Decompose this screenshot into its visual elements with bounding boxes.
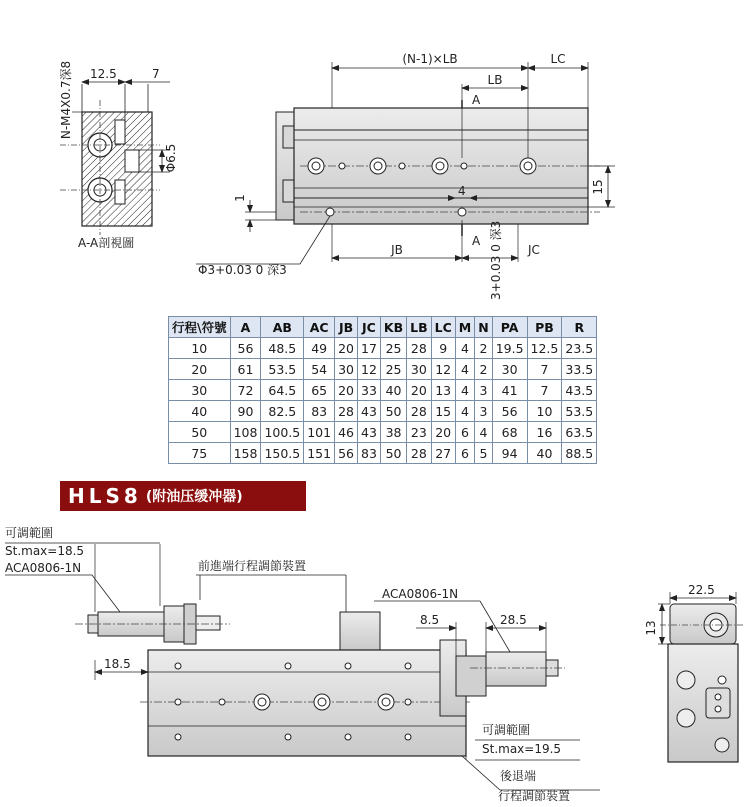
table-cell: 43.5 <box>562 380 597 401</box>
table-cell: 65 <box>304 380 335 401</box>
section-caption: A-A剖視圖 <box>78 236 135 250</box>
table-cell: 40 <box>380 380 406 401</box>
adj-range-left: 可調範圍 <box>5 526 54 540</box>
table-cell: 28 <box>407 338 432 359</box>
table-cell: 17 <box>358 338 381 359</box>
absorber-left-label: ACA0806-1N <box>5 561 82 575</box>
table-cell: 9 <box>431 338 455 359</box>
table-cell: 23.5 <box>562 338 597 359</box>
dim-jb: JB <box>391 243 403 257</box>
table-cell: 90 <box>230 401 261 422</box>
table-cell: 12 <box>358 359 381 380</box>
dim-4: 4 <box>458 184 466 198</box>
table-cell: 3 <box>475 380 492 401</box>
table-cell: 54 <box>304 359 335 380</box>
table-cell: 7 <box>527 359 562 380</box>
column-header: KB <box>380 317 406 338</box>
table-cell: 75 <box>169 443 231 464</box>
table-cell: 50 <box>380 401 406 422</box>
table-row <box>169 443 597 464</box>
table-cell: 83 <box>358 443 381 464</box>
table-cell: 30 <box>492 359 527 380</box>
table-cell: 40 <box>527 443 562 464</box>
table-row <box>169 338 597 359</box>
slide-table-top-view <box>196 62 615 264</box>
table-cell: 101 <box>304 422 335 443</box>
table-cell: 6 <box>455 422 474 443</box>
column-header: R <box>562 317 597 338</box>
column-header: JB <box>335 317 358 338</box>
thread-label: N-M4X0.7深8 <box>59 60 73 140</box>
table-cell: 2 <box>475 359 492 380</box>
table-cell: 63.5 <box>562 422 597 443</box>
hls8-end-view <box>658 592 745 762</box>
front-adjust-label: 前進端行程調節裝置 <box>198 559 307 573</box>
table-cell: 28 <box>407 443 432 464</box>
table-row <box>169 380 597 401</box>
table-cell: 150.5 <box>261 443 304 464</box>
table-cell: 48.5 <box>261 338 304 359</box>
slot-note: 3+0.03 0 深3 <box>489 220 503 300</box>
adj-range-right: 可調範圍 <box>482 723 531 737</box>
table-cell: 4 <box>475 422 492 443</box>
dim-1: 1 <box>233 194 247 202</box>
table-cell: 4 <box>455 359 474 380</box>
table-cell: 43 <box>358 401 381 422</box>
table-cell: 5 <box>475 443 492 464</box>
table-cell: 27 <box>431 443 455 464</box>
table-cell: 2 <box>475 338 492 359</box>
table-cell: 20 <box>335 380 358 401</box>
table-cell: 49 <box>304 338 335 359</box>
model-name: HLS8 <box>68 484 142 508</box>
absorber-right-label: ACA0806-1N <box>382 587 459 601</box>
table-cell: 12 <box>431 359 455 380</box>
pin-hole-note: Φ3+0.03 0 深3 <box>198 263 287 277</box>
table-cell: 10 <box>169 338 231 359</box>
table-cell: 4 <box>455 401 474 422</box>
table-cell: 20 <box>431 422 455 443</box>
table-cell: 4 <box>455 380 474 401</box>
rear-end-label: 後退端 <box>500 769 537 783</box>
table-cell: 20 <box>407 380 432 401</box>
table-cell: 3 <box>475 401 492 422</box>
table-cell: 10 <box>527 401 562 422</box>
table-cell: 4 <box>455 338 474 359</box>
table-cell: 53.5 <box>562 401 597 422</box>
table-cell: 28 <box>335 401 358 422</box>
table-cell: 13 <box>431 380 455 401</box>
table-cell: 43 <box>358 422 381 443</box>
column-header: N <box>475 317 492 338</box>
dim-15: 15 <box>591 179 605 195</box>
table-cell: 64.5 <box>261 380 304 401</box>
table-cell: 30 <box>169 380 231 401</box>
table-cell: 15 <box>431 401 455 422</box>
column-header: LB <box>407 317 432 338</box>
table-cell: 50 <box>380 443 406 464</box>
spec-table <box>168 316 597 464</box>
table-cell: 41 <box>492 380 527 401</box>
table-cell: 53.5 <box>261 359 304 380</box>
column-header: AB <box>261 317 304 338</box>
column-header: M <box>455 317 474 338</box>
table-cell: 20 <box>169 359 231 380</box>
table-row <box>169 401 597 422</box>
table-cell: 7 <box>527 380 562 401</box>
table-cell: 158 <box>230 443 261 464</box>
table-cell: 25 <box>380 338 406 359</box>
dim-18-5: 18.5 <box>104 657 131 671</box>
table-cell: 25 <box>380 359 406 380</box>
table-cell: 12.5 <box>527 338 562 359</box>
column-header: JC <box>358 317 381 338</box>
stroke-max-right: St.max=19.5 <box>482 742 562 756</box>
dim-phi6-5: Φ6.5 <box>164 143 178 173</box>
column-header: 行程\符號 <box>169 317 231 338</box>
table-cell: 16 <box>527 422 562 443</box>
section-a-top: A <box>472 93 481 107</box>
table-cell: 100.5 <box>261 422 304 443</box>
table-cell: 82.5 <box>261 401 304 422</box>
table-cell: 61 <box>230 359 261 380</box>
table-cell: 46 <box>335 422 358 443</box>
stroke-max-left: St.max=18.5 <box>5 544 85 558</box>
table-row <box>169 359 597 380</box>
table-cell: 94 <box>492 443 527 464</box>
column-header: LC <box>431 317 455 338</box>
dim-12-5: 12.5 <box>90 67 117 81</box>
rear-adjust-label: 行程調節裝置 <box>498 789 571 803</box>
table-cell: 28 <box>407 401 432 422</box>
table-cell: 19.5 <box>492 338 527 359</box>
table-cell: 33.5 <box>562 359 597 380</box>
dim-n1-lb: (N-1)×LB <box>402 52 458 66</box>
table-cell: 50 <box>169 422 231 443</box>
table-cell: 6 <box>455 443 474 464</box>
column-header: PA <box>492 317 527 338</box>
table-cell: 108 <box>230 422 261 443</box>
column-header: AC <box>304 317 335 338</box>
table-cell: 56 <box>230 338 261 359</box>
table-cell: 30 <box>335 359 358 380</box>
table-row <box>169 422 597 443</box>
table-cell: 83 <box>304 401 335 422</box>
model-banner <box>60 481 306 511</box>
dim-8-5: 8.5 <box>420 613 440 627</box>
table-cell: 56 <box>335 443 358 464</box>
table-cell: 88.5 <box>562 443 597 464</box>
dim-22-5: 22.5 <box>688 583 715 597</box>
table-cell: 33 <box>358 380 381 401</box>
column-header: A <box>230 317 261 338</box>
table-header-row <box>169 317 597 338</box>
dim-lb: LB <box>487 73 503 87</box>
dim-7: 7 <box>152 67 160 81</box>
dim-28-5: 28.5 <box>500 613 527 627</box>
table-cell: 56 <box>492 401 527 422</box>
table-cell: 30 <box>407 359 432 380</box>
dim-jc: JC <box>528 243 540 257</box>
table-cell: 72 <box>230 380 261 401</box>
table-cell: 38 <box>380 422 406 443</box>
model-description: (附油压缓冲器) <box>145 489 243 505</box>
table-cell: 20 <box>335 338 358 359</box>
column-header: PB <box>527 317 562 338</box>
dim-13: 13 <box>644 620 658 636</box>
table-cell: 68 <box>492 422 527 443</box>
table-cell: 23 <box>407 422 432 443</box>
dim-lc: LC <box>550 52 566 66</box>
table-cell: 151 <box>304 443 335 464</box>
table-cell: 40 <box>169 401 231 422</box>
section-a-bottom: A <box>472 234 481 248</box>
section-view <box>60 82 170 235</box>
table-body <box>169 338 597 464</box>
